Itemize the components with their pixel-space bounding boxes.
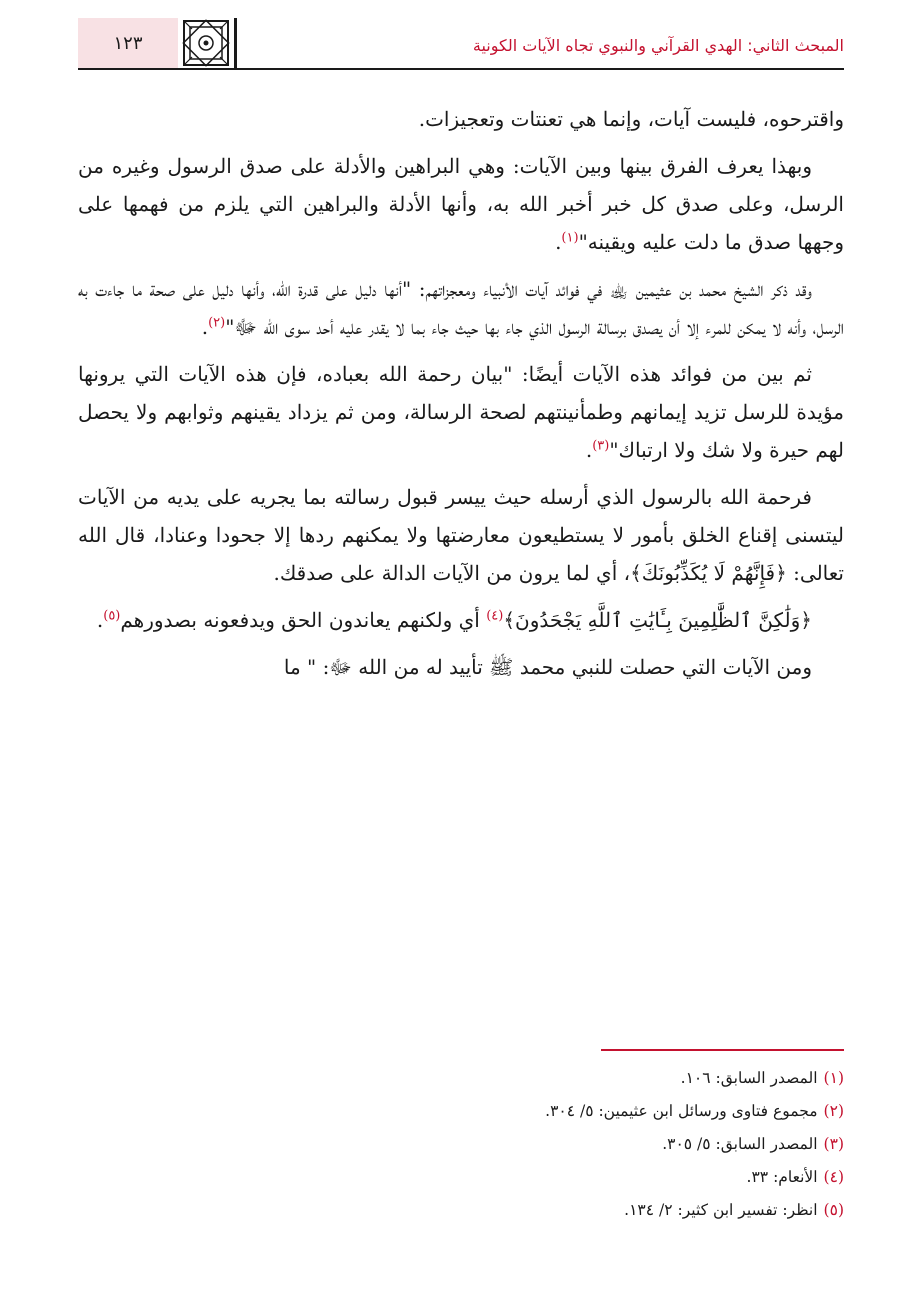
paragraph-5: فرحمة الله بالرسول الذي أرسله حيث ييسر قبول رسالته بما يجريه على يديه من الآيات ليتسنى إقناع الخلق بأمور لا يستطيعون معارضتها ولا يمكنهم ردها إلا جحودا وعنادا، قال الله تعالى: ﴿فَإِنَّهُمْ لَا يُكَذِّبُونَكَ﴾، أي لما يرون من الآيات الدالة على صدقك. <box>78 485 844 585</box>
header-rule <box>78 68 844 70</box>
footnote-text: المصدر السابق: ٥/ ٣٠٥. <box>662 1135 818 1153</box>
footnote-item <box>78 1128 844 1161</box>
main-text <box>78 100 844 695</box>
footnote-number: (٤) <box>823 1168 844 1186</box>
paragraph-1: واقترحوه، فليست آيات، وإنما هي تعنتات وتعجيزات. <box>418 107 844 131</box>
footnote-text: انظر: تفسير ابن كثير: ٢/ ١٣٤. <box>624 1201 818 1219</box>
footnote-ref-5[interactable]: (٥) <box>103 608 121 624</box>
paragraph-2: وبهذا يعرف الفرق بينها وبين الآيات: وهي البراهين والأدلة على صدق الرسول وغيره من الرسل، وعلى صدق كل خبر أخبر الله به، وأنها الأدلة والبراهين التي يلزم من فهمها على وجهها صدق ما دلت عليه ويقينه"$^{(١)}$. <box>78 154 844 254</box>
footnote-text: مجموع فتاوى ورسائل ابن عثيمين: ٥/ ٣٠٤. <box>545 1102 818 1120</box>
footnote-ref-3[interactable]: (٣) <box>592 438 610 454</box>
page-number: ١٢٣ <box>78 18 178 68</box>
quran-verse: ﴿وَلَٰكِنَّ ٱلظَّٰلِمِينَ بِـَٔايَٰتِ ٱللَّهِ يَجْحَدُونَ﴾ <box>503 608 812 632</box>
page-header <box>78 14 844 70</box>
footnote-item <box>78 1161 844 1194</box>
footnote-item <box>78 1095 844 1128</box>
footnote-ref-1[interactable]: (١) <box>561 230 579 246</box>
footnotes-list <box>78 1062 844 1227</box>
footnote-number: (١) <box>823 1069 844 1087</box>
header-divider-bar <box>234 18 237 68</box>
footnote-separator <box>601 1049 844 1051</box>
footnote-item <box>78 1062 844 1095</box>
footnote-text: الأنعام: ٣٣. <box>746 1168 818 1186</box>
footnote-number: (٣) <box>823 1135 844 1153</box>
footnote-ref-4[interactable]: (٤) <box>486 608 504 624</box>
paragraph-7: ومن الآيات التي حصلت للنبي محمد ﷺ تأييد له من الله ﷻ: " ما <box>283 655 812 679</box>
paragraph-4: ثم بين من فوائد هذه الآيات أيضًا: "بيان رحمة الله بعباده، فإن هذه الآيات التي يرونها مؤيدة للرسل تزيد إيمانهم وطمأنينتهم لصحة الرسالة، ومن ثم يزداد يقينهم وثوابهم ولا يحصل لهم حيرة ولا شك ولا ارتباك"$^{(٣)}$. <box>78 362 844 462</box>
geometric-star-ornament-icon <box>178 18 234 68</box>
footnote-ref-2[interactable]: (٢) <box>208 315 226 331</box>
paragraph-3: وقد ذكر الشيخ محمد بن عثيمين ﵀ في فوائد آيات الأنبياء ومعجزاتهم: "أنها دليل على قدرة الله، وأنها دليل على صحة ما جاءت به الرسل، وأنه لا يمكن للمرء إلا أن يصدق برسالة الرسول الذي جاء بها حيث جاء بما لا يقدر عليه أحد سوى الله ﷻ"$^{(٢)}$. <box>78 277 844 339</box>
footnote-item <box>78 1194 844 1227</box>
footnote-number: (٥) <box>823 1201 844 1219</box>
footnote-text: المصدر السابق: ١٠٦. <box>680 1069 818 1087</box>
footnote-number: (٢) <box>823 1102 844 1120</box>
running-header-title: المبحث الثاني: الهدي القرآني والنبوي تجاه الآيات الكونية <box>472 36 844 55</box>
paragraph-6: ﴿وَلَٰكِنَّ ٱلظَّٰلِمِينَ بِـَٔايَٰتِ ٱللَّهِ يَجْحَدُونَ﴾$^{(٤)}$ أي ولكنهم يعاندون الحق ويدفعونه بصدورهم$^{(٥)}$. <box>96 608 812 632</box>
